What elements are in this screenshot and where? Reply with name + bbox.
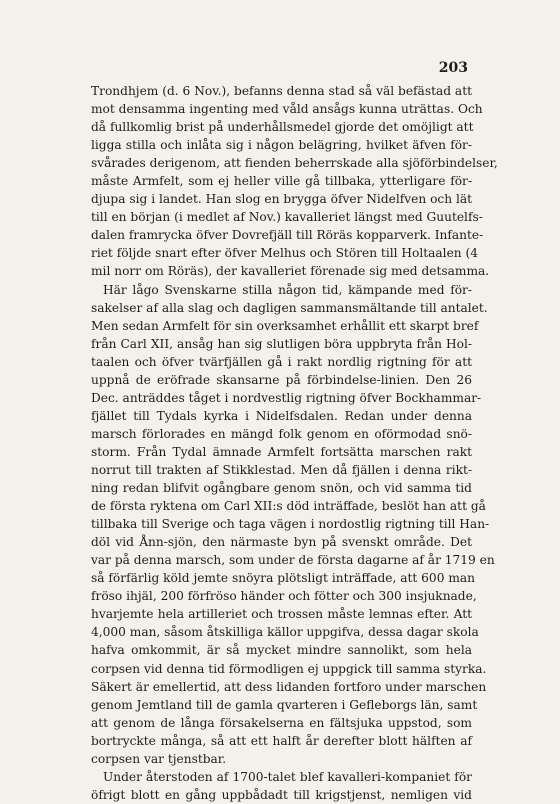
text-line: mot densamma ingenting med våld ansågs kunna uträttas. Och (91, 102, 483, 117)
text-line: tillbaka till Sverige och taga vägen i nordostlig rigtning till Han- (91, 517, 490, 532)
text-line: måste Armfelt, som ej heller ville gå tillbaka, ytterligare för- (91, 174, 472, 189)
page-number: 203 (438, 60, 468, 76)
text-line: hvarjemte hela artilleriet och trossen måste lemnas efter. Att (91, 607, 472, 622)
text-line: djupa sig i landet. Han slog en brygga öfver Nidelfven och lät (91, 192, 473, 207)
text-line: Dec. anträddes tåget i nordvestlig rigtning öfver Bockhammar- (91, 390, 482, 405)
text-line: var på denna marsch, som under de första dagarne af år 1719 en (91, 553, 495, 568)
text-line: corpsen vid denna tid förmodligen ej uppgick till samma styrka. (91, 661, 487, 676)
text-line: då fullkomlig brist på underhållsmedel gjorde det omöjligt att (91, 120, 474, 135)
text-line: till en början (i medlet af Nov.) kavalleriet längst med Guutelfs- (91, 210, 483, 225)
text-line: Men sedan Armfelt för sin overksamhet erhållit ett skarpt bref (91, 318, 479, 333)
text-line: riet följde snart efter öfver Melhus och Stören till Holtaalen (4 (91, 246, 479, 261)
text-line: att genom de långa försakelserna en fältsjuka uppstod, som (91, 715, 472, 730)
text-line: 4,000 man, såsom åtskilliga källor uppgifva, dessa dagar skola (91, 625, 479, 640)
text-line: mil norr om Röräs), der kavalleriet förenade sig med detsamma. (91, 264, 490, 279)
text-line: öfrigt blott en gång uppbådadt till krigstjenst, nemligen vid (91, 787, 472, 802)
text-line: bortryckte många, så att ett halft år derefter blott hälften af (91, 733, 472, 748)
text-line: från Carl XII, ansåg han sig slutligen böra uppbryta från Hol- (91, 336, 472, 351)
text-line: taalen och öfver tvärfjällen gå i rakt nordlig rigtning för att (91, 354, 472, 369)
text-line: ligga stilla och inlåta sig i någon belägring, hvilket äfven för- (91, 138, 472, 153)
text-line: storm. Från Tydal ämnade Armfelt fortsätta marschen rakt (91, 444, 472, 459)
text-line: döl vid Ånn-sjön, den närmaste byn på svenskt område. Det (91, 535, 472, 550)
text-line: dalen framrycka öfver Dovrefjäll till Röräs kopparverk. Infante- (91, 228, 484, 243)
text-line: Trondhjem (d. 6 Nov.), befanns denna stad så väl befästad att (91, 84, 472, 98)
text-line: Här lågo Svenskarne stilla någon tid, kämpande med för- (103, 282, 472, 297)
text-line: de första ryktena om Carl XII:s död inträffade, beslöt han att gå (91, 499, 486, 514)
text-line: norrut till trakten af Stikklestad. Men då fjällen i denna rikt- (91, 462, 472, 477)
text-line: sakelser af alla slag och dagligen sammansmältande till antalet. (91, 300, 488, 315)
text-line: hafva omkommit, är så mycket mindre sannolikt, som hela (91, 643, 472, 658)
text-line: Säkert är emellertid, att dess lidanden fortforo under marschen (91, 679, 487, 694)
text-line: uppnå de eröfrade skansarne på förbindelse-linien. Den 26 (91, 372, 472, 387)
body-text (91, 82, 498, 804)
text-line: fröso ihjäl, 200 förfröso händer och fötter och 300 insjuknade, (91, 589, 477, 604)
text-line: corpsen var tjenstbar. (91, 751, 227, 766)
text-line: genom Jemtland till de gamla qvarteren i Gefleborgs län, samt (91, 697, 478, 712)
text-line: Under återstoden af 1700-talet blef kavalleri-kompaniet för (103, 769, 472, 784)
text-line: marsch förlorades en mängd folk genom en oförmodad snö- (91, 426, 472, 441)
text-line: ning redan blifvit ogångbare genom snön, och vid samma tid (91, 481, 472, 496)
text-line: svårades derigenom, att fienden beherrskade alla sjöförbindelser, (91, 156, 498, 171)
text-line: fjället till Tydals kyrka i Nidelfsdalen. Redan under denna (91, 408, 472, 423)
text-line: så förfärlig köld jemte snöyra plötsligt inträffade, att 600 man (91, 571, 475, 586)
